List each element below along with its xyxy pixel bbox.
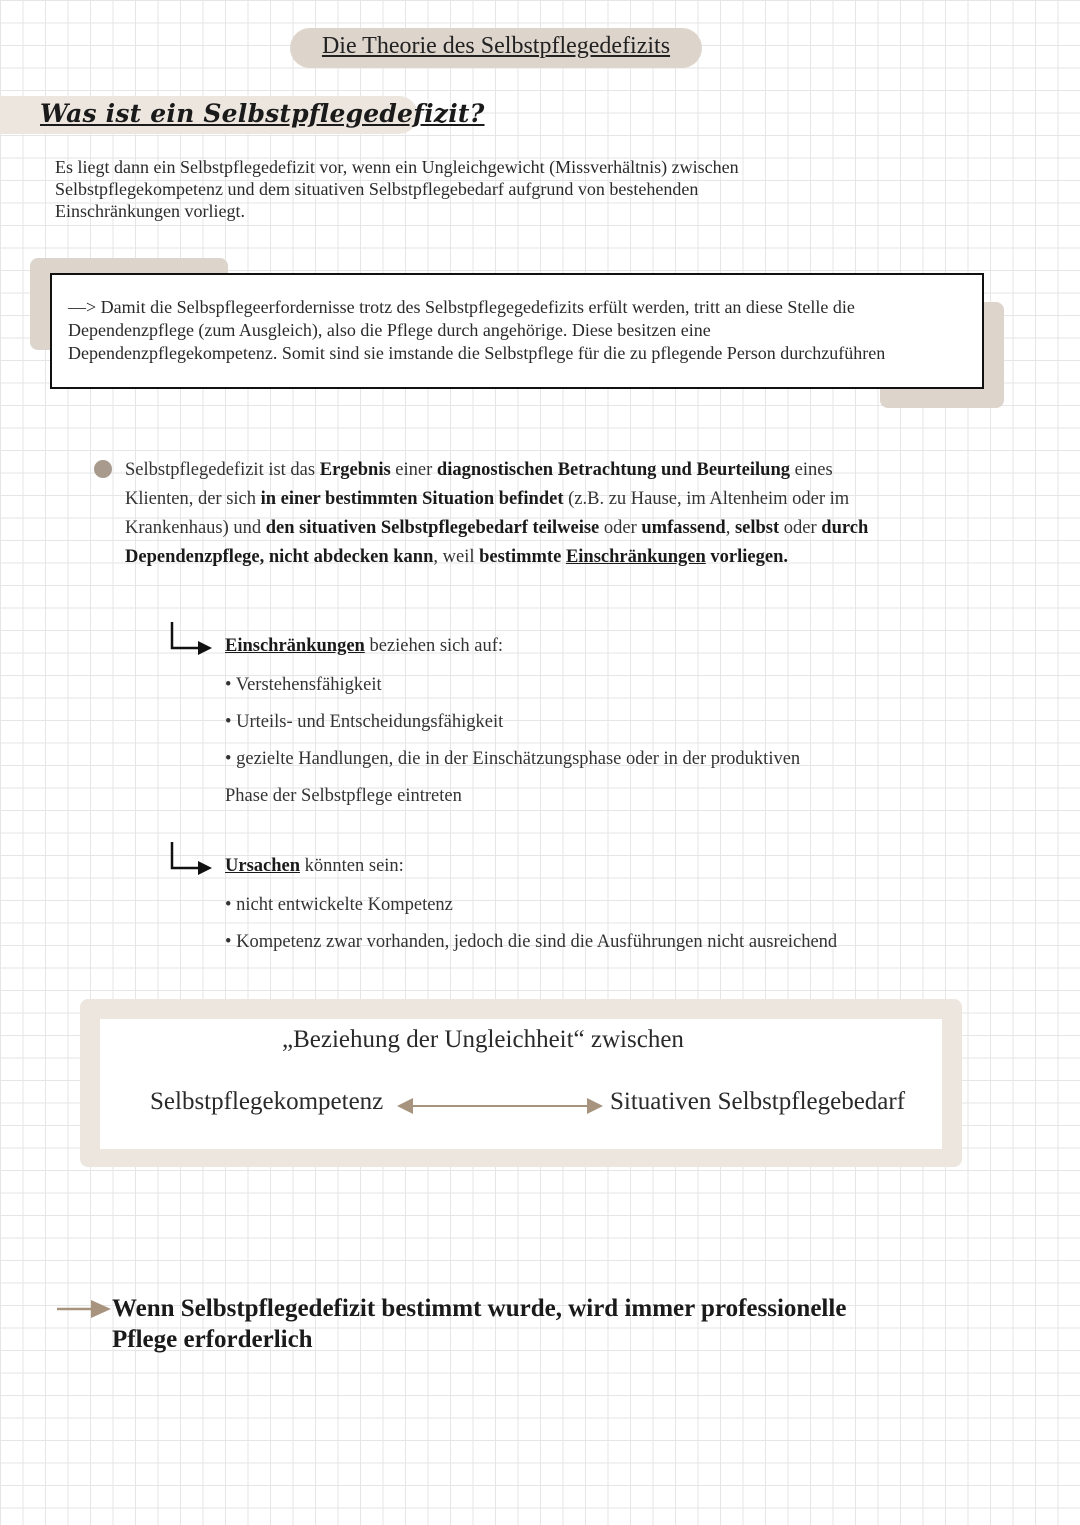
einschraenkungen-list: [225, 667, 925, 815]
page-title: Die Theorie des Selbstpflegedefizits: [321, 33, 671, 59]
text: einer: [390, 460, 437, 480]
intro-line: Selbstpflegekompetenz und dem situativen Selbstpflegebedarf aufgrund von bestehenden: [55, 179, 699, 199]
bold-text: diagnostischen Betrachtung und Beurteilung: [436, 460, 791, 480]
bold-text: bestimmte: [479, 547, 566, 567]
text: (z.B. zu Hause, im Altenheim oder im Krankenhaus) und: [125, 489, 850, 538]
bold-text: in einer bestimmten Situation befindet: [260, 489, 564, 509]
bold-text: vorliegen.: [705, 547, 788, 567]
ursachen-heading: [225, 856, 404, 877]
einschraenkungen-heading: [225, 636, 503, 657]
relation-left-term: Selbstpflegekompetenz: [150, 1088, 384, 1115]
list-item: • Urteils- und Entscheidungsfähigkeit: [225, 712, 504, 732]
list-item: • nicht entwickelte Kompetenz: [225, 895, 453, 915]
list-item: • gezielte Handlungen, die in der Einschätzungsphase oder in der produktiven: [225, 749, 801, 769]
relation-right-term: Situativen Selbstpflegebedarf: [610, 1088, 906, 1115]
list-item: • Kompetenz zwar vorhanden, jedoch die sind die Ausführungen nicht ausreichend: [225, 932, 838, 952]
bold-text: durch Dependenzpflege, nicht abdecken kann: [125, 518, 869, 567]
box-line: Dependenzpflegekompetenz. Somit sind sie imstande die Selbstpflege für die zu pflegende Person durchzuführen: [68, 343, 886, 363]
text: eines Klienten, der sich: [125, 460, 833, 509]
ursachen-suffix: könnten sein:: [300, 856, 404, 876]
section-heading: Was ist ein Selbstpflegedefizit?: [40, 99, 485, 128]
ursachen-label: Ursachen: [225, 856, 301, 876]
bold-text: den situativen Selbstpflegebedarf teilweise: [265, 518, 600, 538]
intro-line: Einschränkungen vorliegt.: [55, 201, 245, 221]
conclusion-line: Pflege erforderlich: [112, 1326, 313, 1353]
box-line: Dependenzpflege (zum Ausgleich), also die Pflege durch angehörige. Diese besitzen eine: [68, 320, 711, 340]
dependenz-box-text: [68, 296, 968, 365]
relation-title: „Beziehung der Ungleichheit“ zwischen: [282, 1026, 684, 1053]
box-line: —> Damit die Selbspflegeerfordernisse trotz des Selbstpflegegedefizits erfült werden, tritt an diese Stelle die: [68, 297, 855, 317]
corner-arrow-icon: [166, 840, 216, 880]
ursachen-list: [225, 887, 945, 961]
bold-text: Ergebnis: [319, 460, 391, 480]
bullet-dot-icon: [94, 460, 112, 478]
bold-text: selbst: [734, 518, 780, 538]
text: , weil: [433, 547, 480, 567]
definition-paragraph: [125, 456, 905, 572]
corner-arrow-icon: [166, 620, 216, 660]
conclusion-arrow-icon: [55, 1297, 115, 1321]
einschraenkungen-suffix: beziehen sich auf:: [364, 636, 504, 656]
double-arrow-icon: [395, 1094, 605, 1118]
conclusion-text: [112, 1293, 1032, 1355]
bold-underlined-text: Einschränkungen: [565, 547, 706, 567]
list-item: • Verstehensfähigkeit: [225, 675, 382, 695]
text: oder: [779, 518, 822, 538]
list-item: Phase der Selbstpflege eintreten: [225, 786, 462, 806]
einschraenkungen-label: Einschränkungen: [225, 636, 365, 656]
bold-text: umfassend: [641, 518, 726, 538]
intro-paragraph: [55, 156, 815, 222]
text: Selbstpflegedefizit ist das: [125, 460, 320, 480]
text: ,: [725, 518, 735, 538]
intro-line: Es liegt dann ein Selbstpflegedefizit vor, wenn ein Ungleichgewicht (Missverhältnis) zwischen: [55, 157, 739, 177]
text: oder: [599, 518, 642, 538]
conclusion-line: Wenn Selbstpflegedefizit bestimmt wurde, wird immer professionelle: [112, 1295, 847, 1322]
